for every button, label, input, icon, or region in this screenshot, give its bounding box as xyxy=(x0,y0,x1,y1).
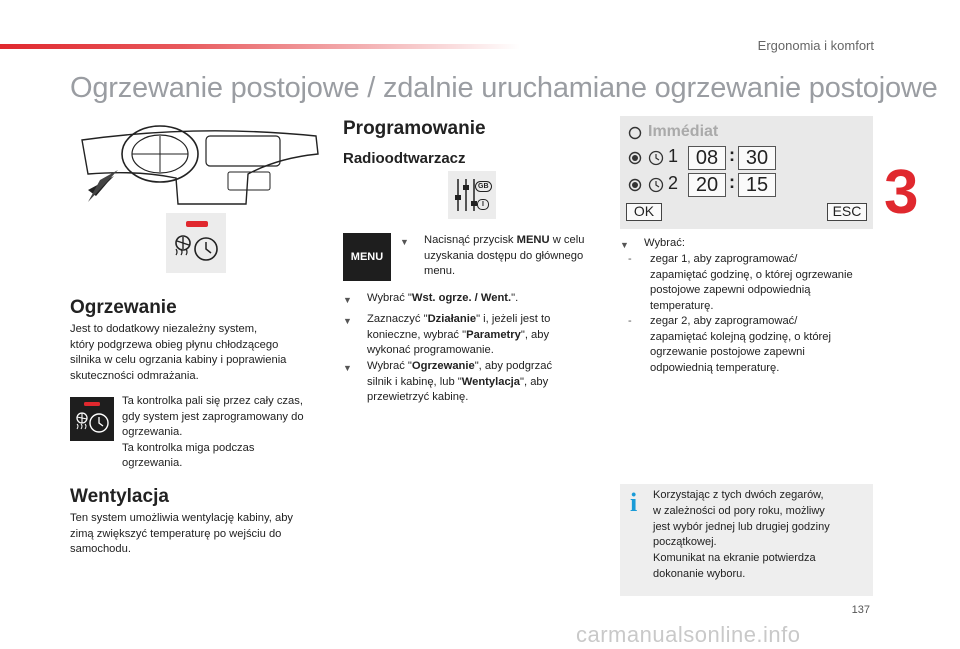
radio-on-icon xyxy=(628,151,642,165)
text-bold: MENU xyxy=(516,234,550,246)
text-line: ogrzewania. xyxy=(122,457,183,469)
page-title: Ogrzewanie postojowe / zdalnie uruchamiane ogrzewanie postojowe xyxy=(70,72,938,104)
bullet-arrow-icon: ▼ xyxy=(400,237,409,247)
text-bold: Wst. ogrze. / Went. xyxy=(411,292,512,304)
timer-1-hours[interactable]: 08 xyxy=(688,146,726,170)
top-accent-bar xyxy=(0,44,520,49)
text-part: Wybrać " xyxy=(367,360,412,372)
bullet-arrow-icon: ▼ xyxy=(343,316,352,326)
language-i-badge: I xyxy=(477,199,489,210)
info-icon: i xyxy=(630,488,638,517)
text-part: ". xyxy=(511,292,519,304)
timer-1-label: 1 xyxy=(668,146,679,166)
text-line: dokonanie wyboru. xyxy=(653,567,746,580)
text-line: zimą zwiększyć temperaturę po wejściu do xyxy=(70,527,282,540)
text-line: Ten system umożliwia wentylację kabiny, aby xyxy=(70,512,294,524)
text-part: w celu xyxy=(549,234,585,246)
ok-button[interactable]: OK xyxy=(626,203,662,221)
text-part: ", aby xyxy=(520,328,550,341)
section-header: Ergonomia i komfort xyxy=(757,38,874,53)
text-line: samochodu. xyxy=(70,543,131,555)
timer-2-hours[interactable]: 20 xyxy=(688,173,726,197)
radio-settings-box xyxy=(448,171,496,219)
text-part: odpowiednią temperaturę. xyxy=(650,361,780,374)
text-part: ", aby xyxy=(520,375,549,388)
text-part: uzyskania dostępu do głównego xyxy=(424,249,584,262)
text-bold: Ogrzewanie xyxy=(411,360,475,372)
text-line: w zależności od pory roku, możliwy xyxy=(653,504,825,517)
text-bold: Działanie xyxy=(427,313,477,325)
info-text xyxy=(653,488,868,583)
heater-lamp-icon xyxy=(70,397,114,441)
bullet-arrow-icon: ▼ xyxy=(620,240,629,250)
indicator-lamp-box xyxy=(70,397,114,441)
text-part: Wybrać " xyxy=(367,292,412,304)
dashboard-illustration xyxy=(78,118,320,210)
info-note xyxy=(620,484,873,596)
text-bold: Wentylacja xyxy=(461,375,521,388)
text-line: Jest to dodatkowy niezależny system, xyxy=(70,323,258,335)
text-part: ", aby podgrzać xyxy=(474,360,553,372)
text-bold: Parametry xyxy=(466,328,521,341)
chapter-number: 3 xyxy=(884,158,919,227)
step-2 xyxy=(343,291,603,309)
ventilation-heading: Wentylacja xyxy=(70,486,169,507)
sliders-icon xyxy=(448,171,496,219)
text-part: zapamiętać kolejną godzinę, o której xyxy=(650,330,831,343)
bullet-arrow-icon: ▼ xyxy=(343,363,352,373)
text-part: silnik i kabinę, lub " xyxy=(367,375,462,388)
clock-icon xyxy=(648,150,664,166)
page-number: 137 xyxy=(851,604,870,616)
choose-intro xyxy=(620,236,880,254)
timer-screen xyxy=(620,116,873,229)
watermark: carmanualsonline.info xyxy=(576,622,801,647)
programming-heading: Programowanie xyxy=(343,118,486,139)
text-part: zapamiętać godzinę, o której ogrzewanie xyxy=(650,268,853,281)
text-line: silnika w celu ogrzania kabiny i poprawienia xyxy=(70,354,287,366)
text-part: temperaturę. xyxy=(650,299,714,312)
text-line: początkowej. xyxy=(653,536,717,549)
timer-2-colon: : xyxy=(729,172,735,192)
text-line: Komunikat na ekranie potwierdza xyxy=(653,552,816,565)
radio-on-icon xyxy=(628,178,642,192)
text-line: gdy system jest zaprogramowany do xyxy=(122,410,304,423)
immediate-label: Immédiat xyxy=(648,123,719,140)
step-1 xyxy=(400,233,600,280)
text-part: Zaznaczyć " xyxy=(367,313,428,325)
timer-2-label: 2 xyxy=(668,173,679,193)
timer-1-colon: : xyxy=(729,145,735,165)
text-line: ogrzewania. xyxy=(122,426,183,438)
text-part: menu. xyxy=(424,265,456,277)
text-line: skuteczności odmrażania. xyxy=(70,369,199,382)
heating-text xyxy=(70,322,320,384)
menu-button: MENU xyxy=(343,233,391,281)
heater-icon-box xyxy=(166,213,226,273)
dashboard-drawing-icon xyxy=(78,118,320,210)
dash: - xyxy=(628,253,632,265)
language-gb-badge: GB xyxy=(475,181,492,192)
lamp-description xyxy=(122,394,332,472)
option-timer-1 xyxy=(628,252,880,314)
text-line: Ta kontrolka pali się przez cały czas, xyxy=(122,395,303,407)
radio-heading: Radioodtwarzacz xyxy=(343,150,466,167)
esc-button[interactable]: ESC xyxy=(827,203,867,221)
text-part: postojowe zapewni odpowiednią xyxy=(650,284,811,296)
text-part: Wybrać: xyxy=(644,237,685,249)
text-line: Korzystając z tych dwóch zegarów, xyxy=(653,489,824,501)
timer-1-minutes[interactable]: 30 xyxy=(738,146,776,170)
text-part: konieczne, wybrać " xyxy=(367,328,467,341)
heater-timer-icon xyxy=(166,213,226,273)
text-part: Nacisnąć przycisk xyxy=(424,234,517,246)
text-line: jest wybór jednej lub drugiej godziny xyxy=(653,520,830,533)
ventilation-text xyxy=(70,511,330,558)
radio-off-icon xyxy=(628,126,642,140)
step-4 xyxy=(343,359,583,406)
step-3 xyxy=(343,312,583,359)
option-timer-2 xyxy=(628,314,880,376)
timer-2-minutes[interactable]: 15 xyxy=(738,173,776,197)
text-part: " i, jeżeli jest to xyxy=(476,313,551,325)
clock-icon xyxy=(648,177,664,193)
bullet-arrow-icon: ▼ xyxy=(343,295,352,305)
text-line: Ta kontrolka miga podczas xyxy=(122,441,255,454)
text-part: zegar 1, aby zaprogramować/ xyxy=(650,253,798,265)
text-part: zegar 2, aby zaprogramować/ xyxy=(650,315,798,327)
text-part: przewietrzyć kabinę. xyxy=(367,391,469,403)
text-part: wykonać programowanie. xyxy=(367,344,494,356)
dash: - xyxy=(628,315,632,327)
heating-heading: Ogrzewanie xyxy=(70,297,177,318)
text-line: który podgrzewa obieg płynu chłodzącego xyxy=(70,338,279,351)
text-part: ogrzewanie postojowe zapewni xyxy=(650,346,805,358)
